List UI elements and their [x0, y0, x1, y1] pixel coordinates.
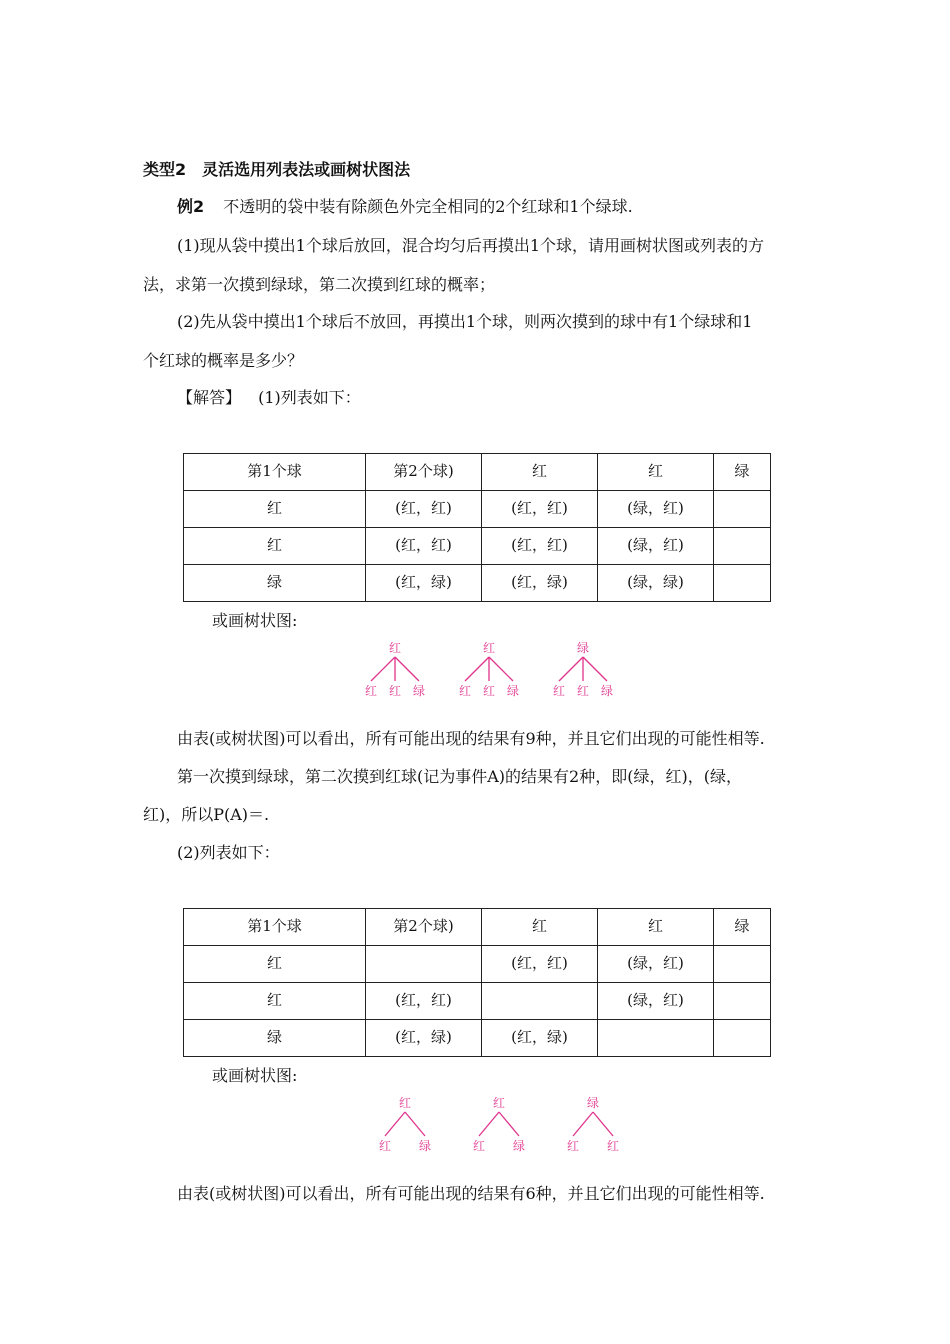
conclusion-1: 由表(或树状图)可以看出，所有可能出现的结果有9种，并且它们出现的可能性相等.: [177, 729, 765, 748]
example-text: 不透明的袋中装有除颜色外完全相同的2个红球和1个绿球.: [223, 197, 633, 216]
tree-leaf-label: 红: [576, 684, 590, 698]
table-cell: 红: [184, 528, 366, 565]
tree-leaf-label: 绿: [412, 684, 426, 698]
event-line-2: 红)，所以P(A)＝.: [143, 805, 270, 824]
tree-branch: [479, 1112, 499, 1136]
section-heading: 类型2 灵活选用列表法或画树状图法: [143, 160, 411, 179]
tree-caption-2: 或画树状图:: [212, 1066, 298, 1085]
tree-branch: [583, 657, 607, 681]
tree-branch: [573, 1112, 593, 1136]
tree-leaf-label: 红: [552, 684, 566, 698]
table-row: [184, 946, 771, 983]
part-2-intro: (2)列表如下：: [177, 843, 280, 862]
table-cell: [598, 1020, 714, 1057]
tree-branch: [405, 1112, 425, 1136]
table-cell: [714, 946, 771, 983]
question-1-line-2: 法，求第一次摸到绿球，第二次摸到红球的概率；: [143, 275, 496, 294]
tree-leaf-label: 红: [388, 684, 402, 698]
question-2-line-1: (2)先从袋中摸出1个球后不放回，再摸出1个球，则两次摸到的球中有1个绿球和1: [177, 312, 753, 331]
result-table-2: [183, 908, 771, 1057]
table-cell: (绿，红): [598, 946, 714, 983]
tree-leaf-label: 绿: [512, 1139, 526, 1153]
tree-caption-1: 或画树状图:: [212, 611, 298, 630]
table-header-cell: 第1个球: [184, 454, 366, 491]
tree-diagram-1: [355, 638, 635, 700]
tree-leaf-label: 红: [364, 684, 378, 698]
table-cell: (红，绿): [482, 1020, 598, 1057]
tree-branch: [385, 1112, 405, 1136]
tree-diagram-2: [365, 1093, 625, 1155]
tree-leaf-label: 绿: [600, 684, 614, 698]
tree-root-label: 红: [388, 641, 402, 655]
tree-root-label: 红: [482, 641, 496, 655]
tree-leaf-label: 绿: [418, 1139, 432, 1153]
table-header-cell: 绿: [714, 454, 771, 491]
event-line-1: 第一次摸到绿球，第二次摸到红球(记为事件A)的结果有2种，即(绿，红)，(绿，: [177, 767, 742, 786]
example-line: [177, 197, 633, 217]
table-cell: [714, 565, 771, 602]
table-row: [184, 1020, 771, 1057]
question-1-line-1: (1)现从袋中摸出1个球后放回，混合均匀后再摸出1个球，请用画树状图或列表的方: [177, 236, 765, 255]
table-cell: (绿，红): [598, 528, 714, 565]
tree-leaf-label: 红: [378, 1139, 392, 1153]
table-cell: (绿，红): [598, 491, 714, 528]
table-cell: [714, 491, 771, 528]
table-cell: 绿: [184, 565, 366, 602]
table-header-cell: 红: [482, 909, 598, 946]
tree-branch: [499, 1112, 519, 1136]
tree-root-label: 绿: [576, 641, 590, 655]
table-header-cell: 红: [598, 454, 714, 491]
tree-branch: [395, 657, 419, 681]
table-cell: (红，红): [366, 983, 482, 1020]
table-cell: 绿: [184, 1020, 366, 1057]
table-row: [184, 565, 771, 602]
table-cell: [482, 983, 598, 1020]
table-header-cell: 第1个球: [184, 909, 366, 946]
tree-branch: [489, 657, 513, 681]
conclusion-2: 由表(或树状图)可以看出，所有可能出现的结果有6种，并且它们出现的可能性相等.: [177, 1184, 765, 1203]
table-cell: (红，红): [366, 491, 482, 528]
table-row: [184, 983, 771, 1020]
table-cell: (红，红): [482, 491, 598, 528]
table-cell: (红，红): [482, 946, 598, 983]
table-header-cell: 红: [482, 454, 598, 491]
tree-leaf-label: 绿: [506, 684, 520, 698]
table-cell: [714, 528, 771, 565]
table-cell: (绿，绿): [598, 565, 714, 602]
result-table-1: [183, 453, 771, 602]
table-cell: (红，红): [482, 528, 598, 565]
answer-label: 【解答】: [177, 388, 242, 407]
tree-branch: [371, 657, 395, 681]
answer-line: [177, 388, 361, 408]
tree-leaf-label: 红: [458, 684, 472, 698]
tree-leaf-label: 红: [482, 684, 496, 698]
table-cell: (红，绿): [366, 565, 482, 602]
tree-root-label: 红: [492, 1096, 506, 1110]
table-row: [184, 491, 771, 528]
question-2-line-2: 个红球的概率是多少？: [143, 351, 304, 370]
table-cell: 红: [184, 983, 366, 1020]
tree-branch: [593, 1112, 613, 1136]
table-header-cell: 绿: [714, 909, 771, 946]
tree-leaf-label: 红: [472, 1139, 486, 1153]
table-header-row: [184, 909, 771, 946]
tree-root-label: 绿: [586, 1096, 600, 1110]
part-1-intro: (1)列表如下：: [258, 388, 361, 407]
table-header-cell: 第2个球): [366, 909, 482, 946]
table-cell: (红，红): [366, 528, 482, 565]
tree-branch: [465, 657, 489, 681]
table-cell: 红: [184, 946, 366, 983]
table-row: [184, 528, 771, 565]
table-cell: (红，绿): [366, 1020, 482, 1057]
table-cell: [366, 946, 482, 983]
tree-root-label: 红: [398, 1096, 412, 1110]
table-cell: (红，绿): [482, 565, 598, 602]
table-cell: 红: [184, 491, 366, 528]
tree-branch: [559, 657, 583, 681]
table-header-cell: 红: [598, 909, 714, 946]
example-label: 例2: [177, 197, 205, 216]
table-cell: (绿，红): [598, 983, 714, 1020]
tree-leaf-label: 红: [566, 1139, 580, 1153]
table-cell: [714, 983, 771, 1020]
table-header-cell: 第2个球): [366, 454, 482, 491]
table-header-row: [184, 454, 771, 491]
table-cell: [714, 1020, 771, 1057]
tree-leaf-label: 红: [606, 1139, 620, 1153]
